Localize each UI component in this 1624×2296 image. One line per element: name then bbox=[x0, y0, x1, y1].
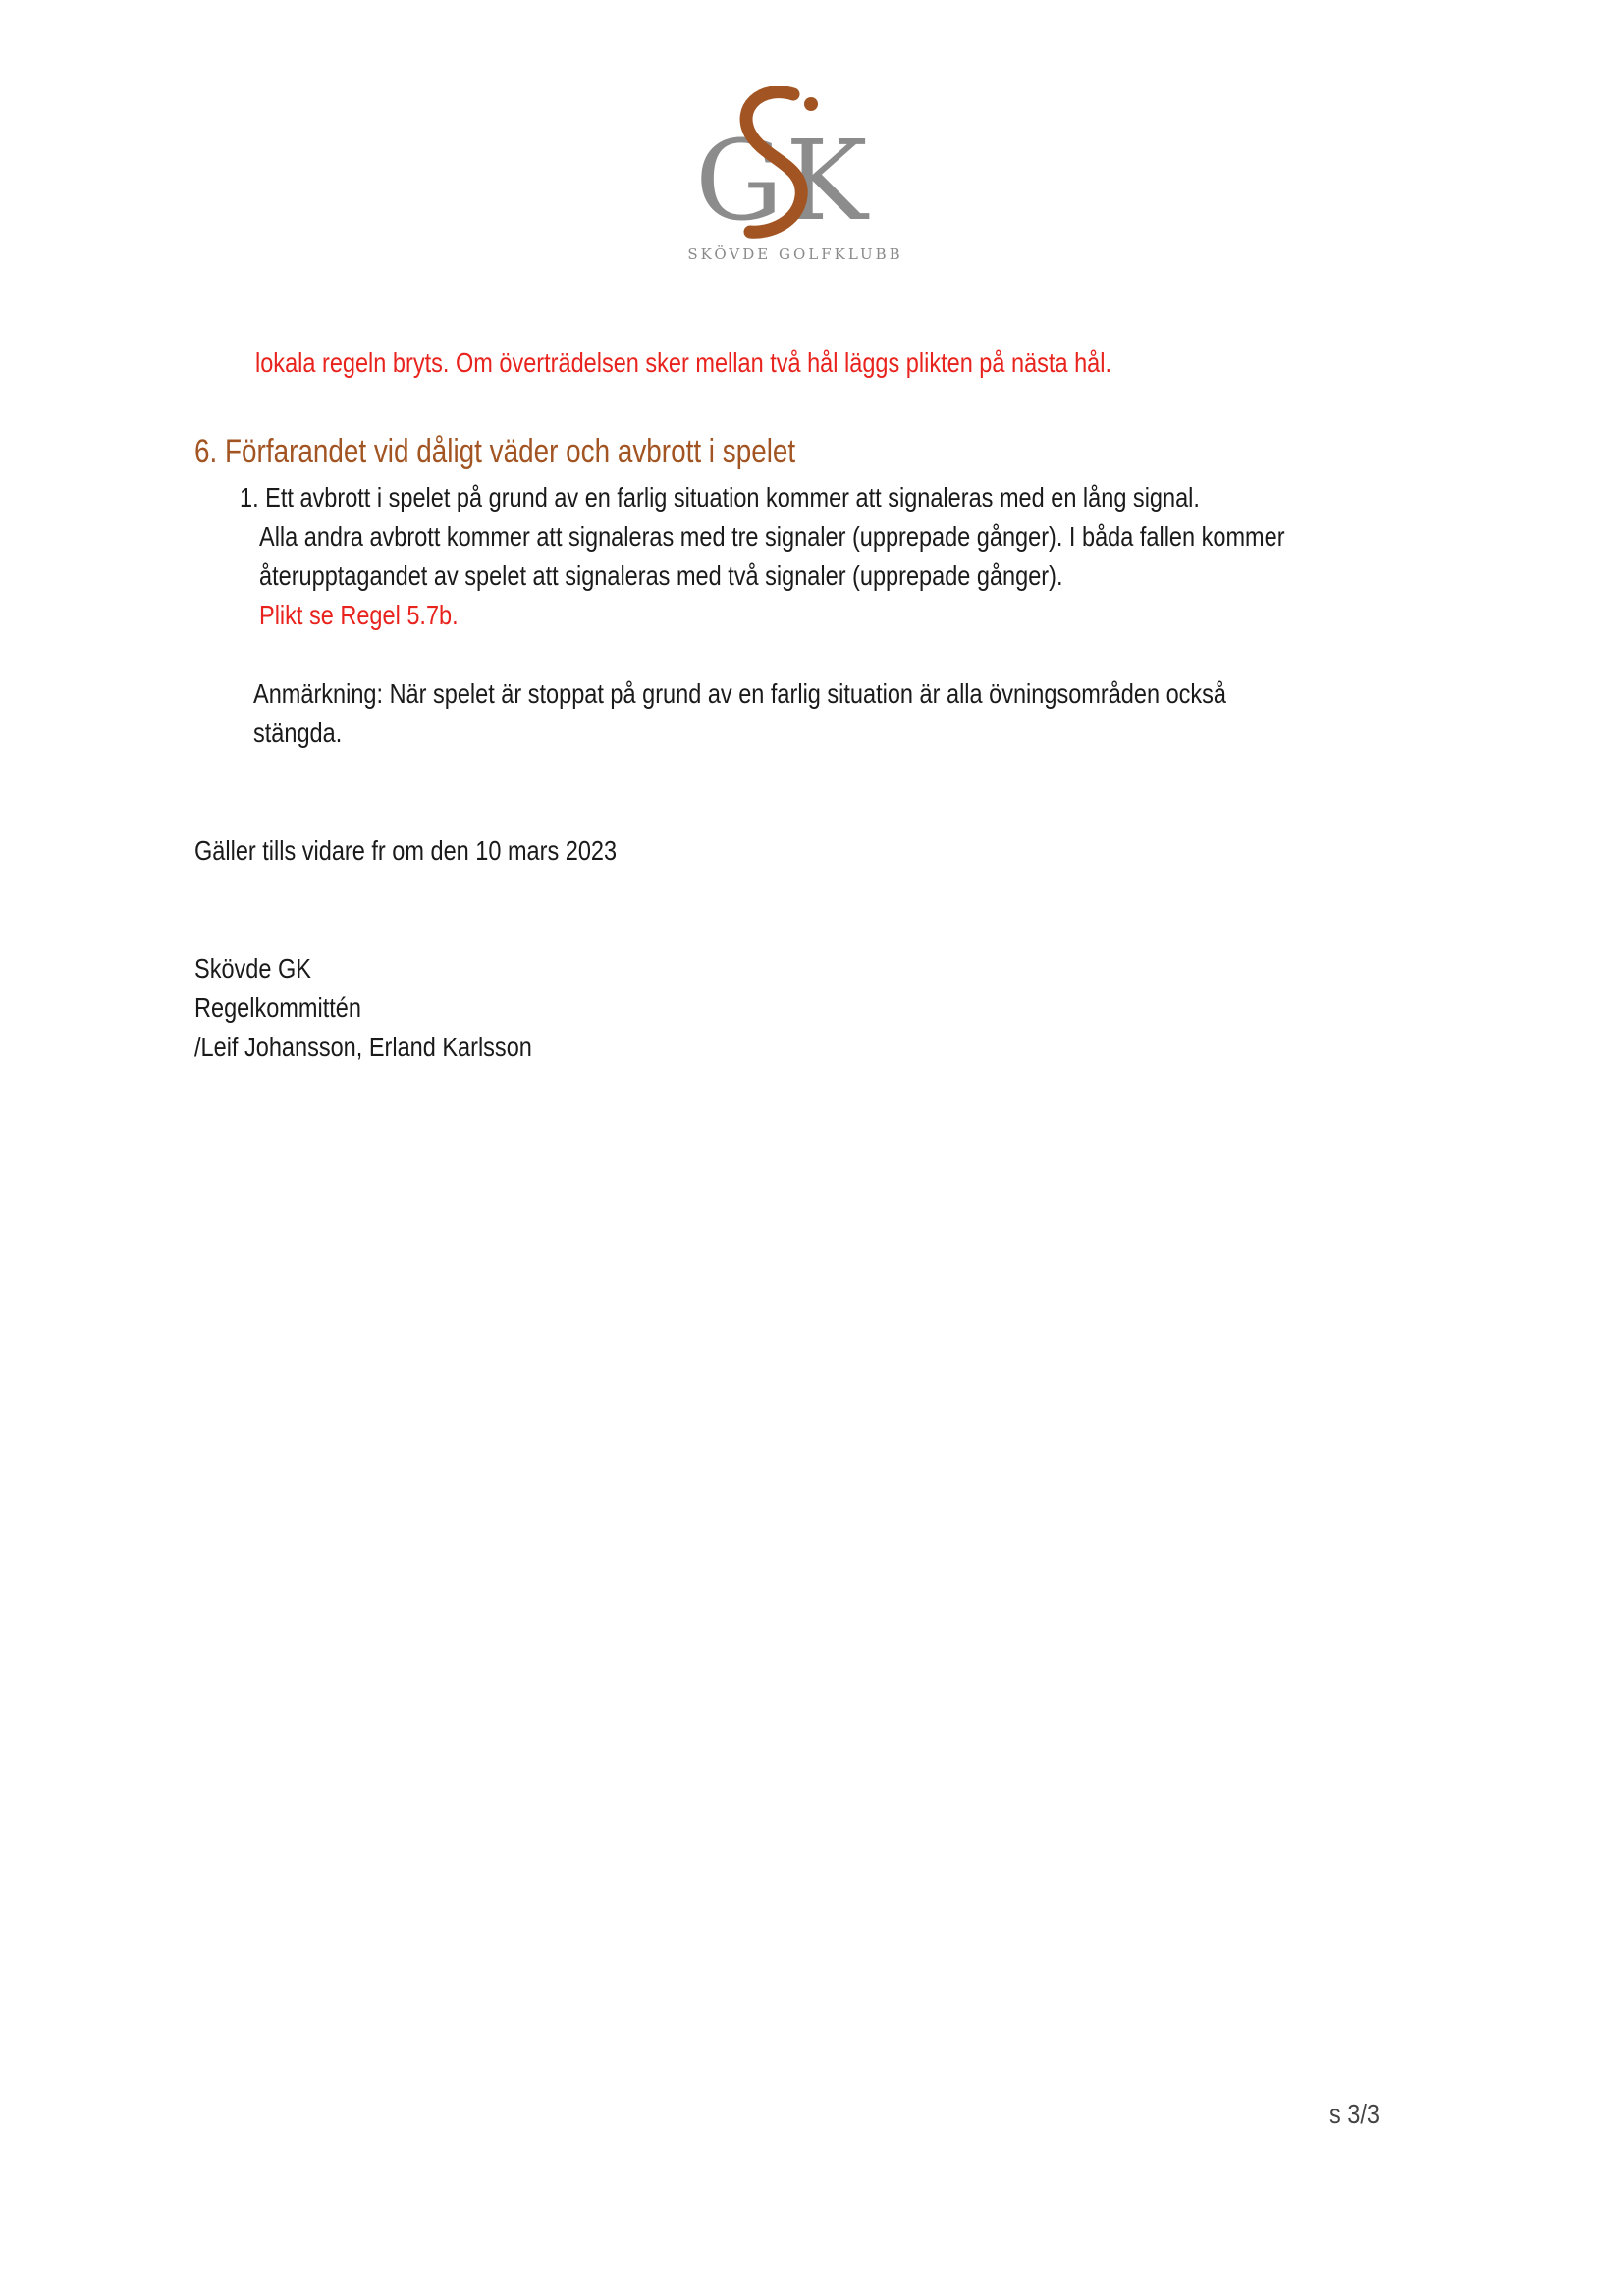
svg-text:K: K bbox=[785, 118, 868, 243]
signature-names: /Leif Johansson, Erland Karlsson bbox=[194, 1032, 532, 1062]
gsk-logo-icon bbox=[668, 86, 923, 243]
list-item-1-line-3: återupptagandet av spelet att signaleras med två signaler (upprepade gånger). bbox=[259, 561, 1063, 591]
signature-club: Skövde GK bbox=[194, 953, 311, 984]
validity-text: Gäller tills vidare fr om den 10 mars 2023 bbox=[194, 835, 618, 866]
club-logo bbox=[668, 86, 923, 273]
section-6-heading: 6. Förfarandet vid dåligt väder och avbrott i spelet bbox=[194, 433, 796, 470]
list-item-1-line-1: 1. Ett avbrott i spelet på grund av en farlig situation kommer att signaleras med en lång signal. bbox=[240, 482, 1200, 512]
note-line-2: stängda. bbox=[253, 718, 343, 748]
svg-text:G: G bbox=[695, 118, 784, 243]
continuation-text: lokala regeln bryts. Om överträdelsen sker mellan två hål läggs plikten på nästa hål. bbox=[255, 347, 1111, 378]
signature-committee: Regelkommittén bbox=[194, 992, 361, 1023]
logo-caption: SKÖVDE GOLFKLUBB bbox=[687, 245, 903, 263]
page-number: s 3/3 bbox=[1329, 2099, 1380, 2129]
note-line-1: Anmärkning: När spelet är stoppat på grund av en farlig situation är alla övningsområden också bbox=[253, 678, 1227, 709]
list-item-1-line-2: Alla andra avbrott kommer att signaleras med tre signaler (upprepade gånger). I båda fallen kommer bbox=[259, 521, 1285, 552]
penalty-text: Plikt se Regel 5.7b. bbox=[259, 600, 459, 630]
